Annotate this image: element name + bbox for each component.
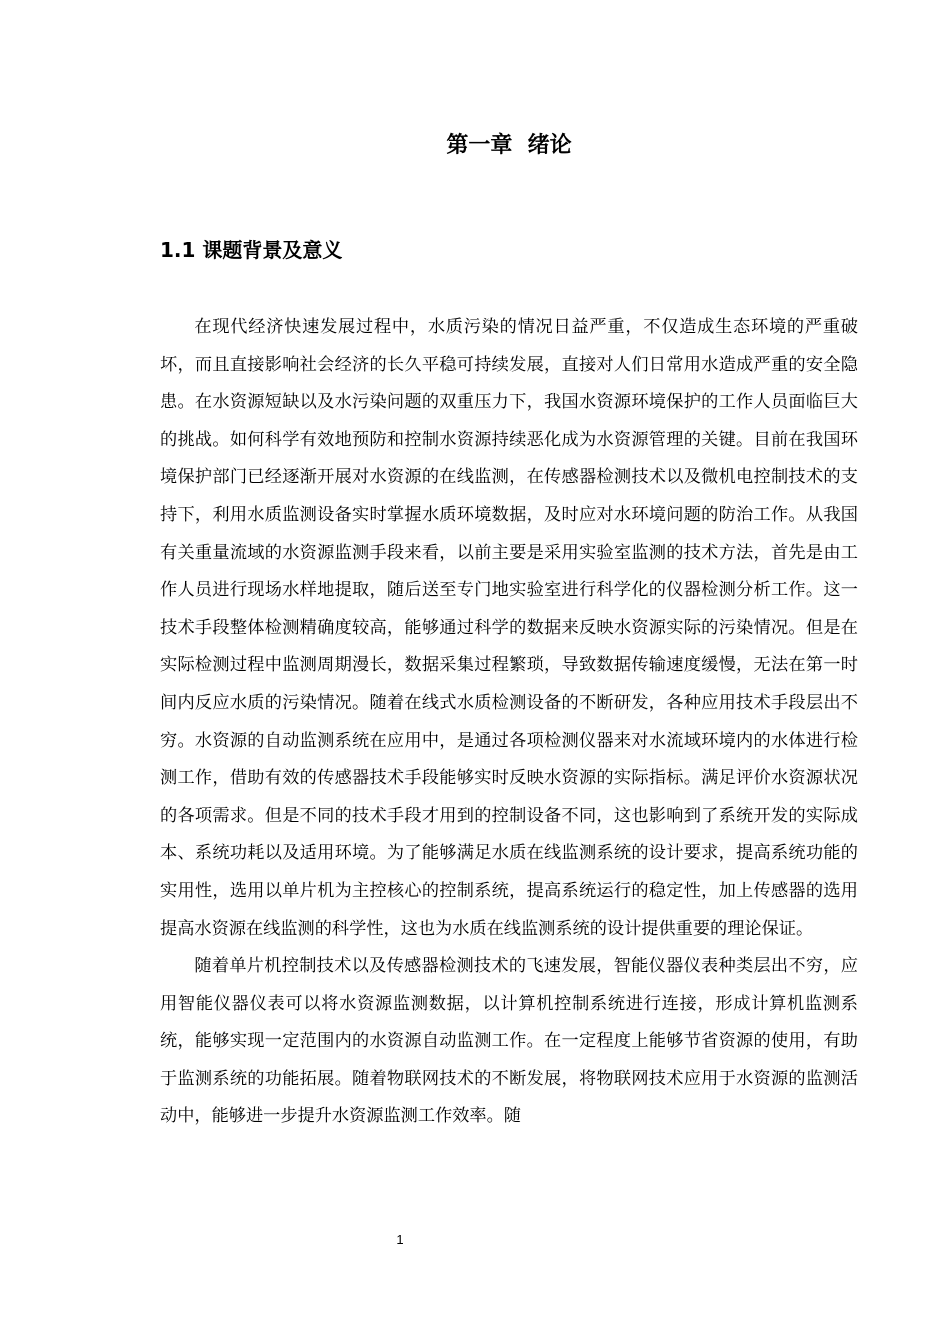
paragraph: 随着单片机控制技术以及传感器检测技术的飞速发展，智能仪器仪表种类层出不穷，应用智能仪器仪表可以将水资源监测数据，以计算机控制系统进行连接，形成计算机监测系统，能够实现一定范围内的水资源自动监测工作。在一定程度上能够节省资源的使用，有助于监测系统的功能拓展。随着物联网技术的不断发展，将物联网技术应用于水资源的监测活动中，能够进一步提升水资源监测工作效率。随 (160, 956, 858, 1127)
body-text (160, 309, 858, 1136)
page-number: 1 (396, 1232, 404, 1247)
section-title: 1.1 课题背景及意义 (160, 238, 343, 262)
paragraph: 在现代经济快速发展过程中，水质污染的情况日益严重，不仅造成生态环境的严重破坏，而且直接影响社会经济的长久平稳可持续发展，直接对人们日常用水造成严重的安全隐患。在水资源短缺以及水污染问题的双重压力下，我国水资源环境保护的工作人员面临巨大的挑战。如何科学有效地预防和控制水资源持续恶化成为水资源管理的关键。目前在我国环境保护部门已经逐渐开展对水资源的在线监测，在传感器检测技术以及微机电控制技术的支持下，利用水质监测设备实时掌握水质环境数据，及时应对水环境问题的防治工作。从我国有关重量流域的水资源监测手段来看，以前主要是采用实验室监测的技术方法，首先是由工作人员进行现场水样地提取，随后送至专门地实验室进行科学化的仪器检测分析工作。这一技术手段整体检测精确度较高，能够通过科学的数据来反映水资源实际的污染情况。但是在实际检测过程中监测周期漫长，数据采集过程繁琐，导致数据传输速度缓慢，无法在第一时间内反应水质的污染情况。随着在线式水质检测设备的不断研发，各种应用技术手段层出不穷。水资源的自动监测系统在应用中，是通过各项检测仪器来对水流域环境内的水体进行检测工作，借助有效的传感器技术手段能够实时反映水资源的实际指标。满足评价水资源状况的各项需求。但是不同的技术手段才用到的控制设备不同，这也影响到了系统开发的实际成本、系统功耗以及适用环境。为了能够满足水质在线监测系统的设计要求，提高系统功能的实用性，选用以单片机为主控核心的控制系统，提高系统运行的稳定性，加上传感器的选用提高水资源在线监测的科学性，这也为水质在线监测系统的设计提供重要的理论保证。 (160, 317, 858, 939)
chapter-title: 第一章 绪论 (446, 133, 572, 158)
